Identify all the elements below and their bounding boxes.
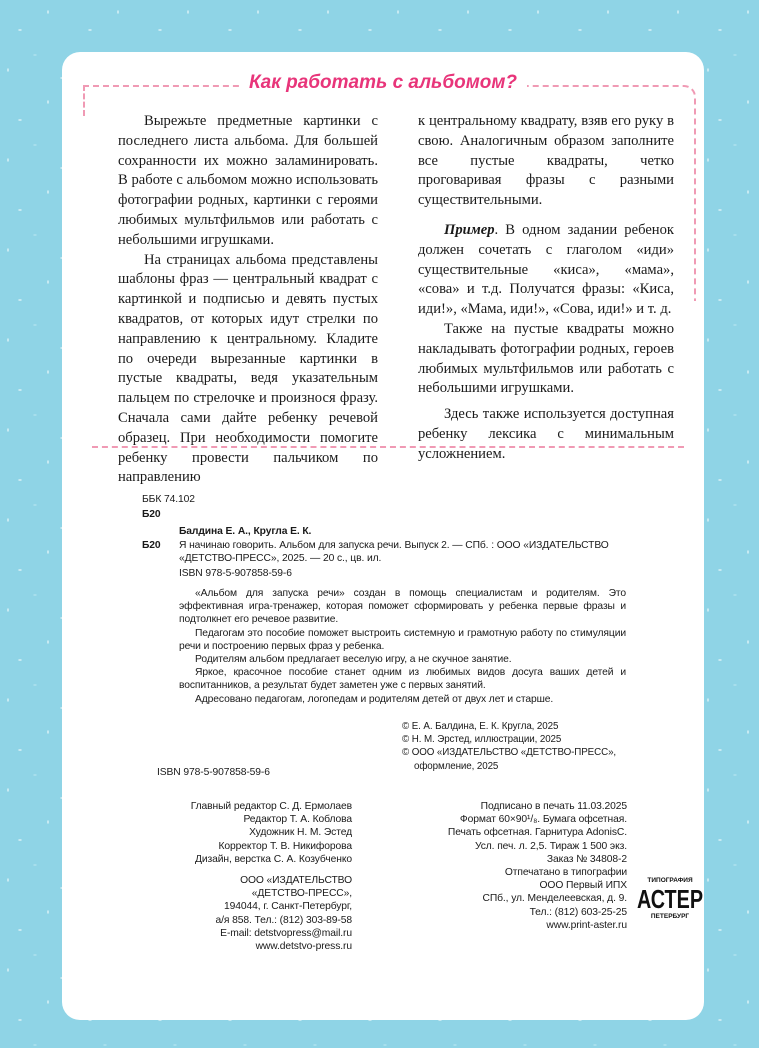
publisher-line: «ДЕТСТВО-ПРЕСС»,	[251, 888, 352, 900]
annotation	[179, 587, 626, 706]
copyright-line: © ООО «ИЗДАТЕЛЬСТВО «ДЕТСТВО-ПРЕСС»,	[402, 747, 617, 759]
annotation-paragraph: Адресовано педагогам, логопедам и родителям детей от двух лет и старше.	[195, 693, 554, 705]
printer-line: ООО Первый ИПХ	[539, 880, 627, 892]
authors: Балдина Е. А., Кругла Е. К.	[179, 526, 312, 537]
staff-line: Главный редактор С. Д. Ермолаев	[190, 801, 352, 812]
annotation-paragraph: Родителям альбом предлагает веселую игру, а не скучное занятие.	[195, 654, 512, 666]
staff-line: Дизайн, верстка С. А. Козубченко	[194, 853, 352, 865]
copyright-line: © Е. А. Балдина, Е. К. Кругла, 2025	[402, 721, 559, 732]
guide-paragraph: Также на пустые квадраты можно накладывать фотографии родных, героев любимых мультфильмов или работать с небольшими игрушками.	[418, 320, 674, 397]
guide-left-column	[118, 112, 378, 488]
copyrights	[402, 720, 672, 773]
annotation-paragraph: «Альбом для запуска речи» создан в помощь специалистам и родителям. Это эффективная игра-тренажер, которая поможет сформировать у ребенка первые фразы и подтолкнет его речевое развитие.	[179, 588, 626, 626]
guide-right-column	[418, 112, 674, 465]
isbn: ISBN 978-5-907858-59-6	[179, 568, 292, 579]
publisher-line: ООО «ИЗДАТЕЛЬСТВО	[240, 875, 352, 886]
publisher-info	[172, 874, 352, 953]
spec-line: Подписано в печать 11.03.2025	[480, 801, 627, 812]
printer-line: Отпечатано в типографии	[504, 867, 627, 878]
annotation-paragraph: Яркое, красочное пособие станет одним из любимых видов досуга ваших детей и воспитанников, а результат будет заметен уже с первых занятий.	[179, 667, 626, 692]
spec-line: Усл. печ. л. 2,5. Тираж 1 500 экз.	[474, 840, 627, 852]
aster-logo-main: АСТЕР	[637, 884, 703, 914]
publisher-line: а/я 858. Тел.: (812) 303-89-58	[215, 914, 352, 926]
guide-paragraph: Вырежьте предметные картинки с последнего листа альбома. Для большей сохранности их можно заламинировать. В работе с альбомом можно использовать фотографии родных, картинки с героями любимых мультфильмов или работать с небольшими игрушками.	[118, 113, 378, 248]
staff-line: Редактор Т. А. Коблова	[243, 814, 352, 826]
print-specs	[407, 800, 627, 866]
printer-line: www.print-aster.ru	[546, 919, 627, 931]
aster-logo-bottom: ПЕТЕРБУРГ	[650, 913, 690, 920]
aster-logo-top: ТИПОГРАФИЯ	[647, 877, 693, 884]
isbn-2: ISBN 978-5-907858-59-6	[157, 767, 270, 778]
staff-list	[142, 800, 352, 866]
index-code-2: Б20	[142, 540, 161, 551]
staff-line: Корректор Т. В. Никифорова	[218, 840, 352, 852]
staff-line: Художник Н. М. Эстед	[249, 827, 352, 839]
guide-paragraph: к центральному квадрату, взяв его руку в свою. Аналогичным образом заполните все пустые квадраты, четко проговаривая фразы с разными существительными.	[418, 113, 674, 209]
printer-line: Тел.: (812) 603-25-25	[529, 906, 627, 918]
printer-info	[407, 866, 627, 932]
publisher-line: 194044, г. Санкт-Петербург,	[224, 901, 352, 913]
aster-logo	[636, 874, 704, 924]
copyright-line: © Н. М. Эрстед, иллюстрации, 2025	[402, 734, 562, 746]
guide-paragraph: На страницах альбома представлены шаблоны фраз — центральный квадрат с картинкой и подписью и девять пустых квадратов, от которых идут стрелки по направлению к центральному. Кладите по очереди вырезанные картинки в пустые квадраты, ведя указательным пальцем по стрелочке и произнося фразу. Сначала сами дайте ребенку речевой образец. При необходимости помогите ребенку провести пальчиком по направлению	[118, 251, 378, 486]
guide-title: Как работать с альбомом?	[62, 72, 704, 94]
bibliographic-entry: Я начинаю говорить. Альбом для запуска речи. Выпуск 2. — СПб. : ООО «ИЗДАТЕЛЬСТВО «ДЕТСТВО-ПРЕСС», 2025. — 20 с., цв. ил.	[179, 540, 609, 565]
printer-line: СПб., ул. Менделеевская, д. 9.	[482, 893, 627, 905]
example-text: . В одном задании ребенок должен сочетать с глаголом «иди» существительные «киса», «мама», «сова» и т.д. Получатся фразы: «Киса, иди!», «Мама, иди!», «Сова, иди!» и т. д.	[418, 221, 674, 318]
copyright-line: оформление, 2025	[414, 760, 499, 772]
publisher-line: www.detstvo-press.ru	[255, 941, 352, 953]
spec-line: Заказ № 34808-2	[546, 853, 627, 865]
spec-line: Формат 60×90¹/₈. Бумага офсетная.	[459, 814, 627, 826]
index-code: Б20	[142, 509, 161, 520]
bbk-code: ББК 74.102	[142, 494, 195, 505]
example-label: Пример	[444, 221, 495, 238]
spec-line: Печать офсетная. Гарнитура AdonisC.	[447, 827, 627, 839]
content-card	[62, 52, 704, 1020]
publisher-line: E-mail: detstvopress@mail.ru	[220, 927, 352, 939]
example-paragraph	[418, 221, 674, 320]
guide-paragraph: Здесь также используется доступная ребенку лексика с минимальным усложнением.	[418, 406, 674, 462]
annotation-paragraph: Педагогам это пособие поможет выстроить системную и грамотную работу по стимуляции речи и построению первых фраз у ребенка.	[179, 627, 626, 652]
